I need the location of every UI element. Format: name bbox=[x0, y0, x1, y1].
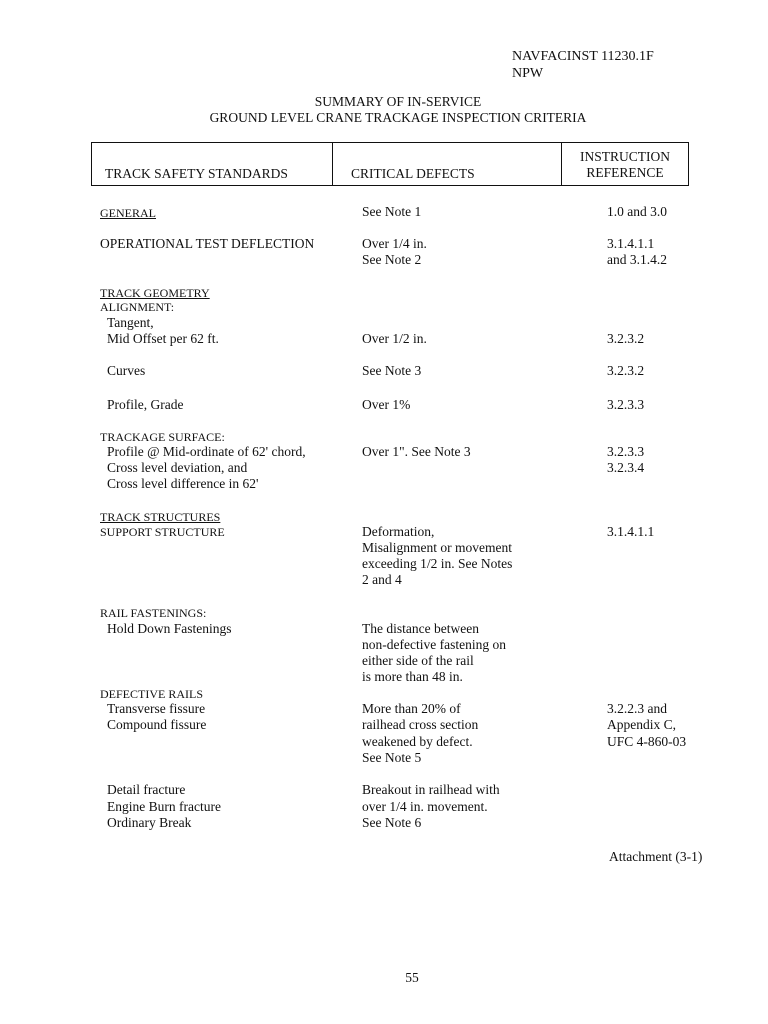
tangent-reference: 3.2.3.2 bbox=[607, 331, 645, 346]
compound-fissure-label: Compound fissure bbox=[107, 717, 207, 732]
tangent-label-2: Mid Offset per 62 ft. bbox=[107, 331, 219, 346]
column-header-standards: TRACK SAFETY STANDARDS bbox=[105, 166, 288, 181]
support-structure-label: SUPPORT STRUCTURE bbox=[100, 525, 225, 539]
operational-test-label: OPERATIONAL TEST DEFLECTION bbox=[100, 236, 315, 251]
general-label: GENERAL bbox=[100, 206, 156, 220]
rail-fastenings-defect-3: either side of the rail bbox=[362, 653, 474, 668]
profile-grade-defect: Over 1% bbox=[362, 397, 411, 412]
engine-burn-fracture-label: Engine Burn fracture bbox=[107, 799, 221, 814]
trackage-surface-label-2: Cross level deviation, and bbox=[107, 460, 248, 475]
curves-label: Curves bbox=[107, 363, 146, 378]
profile-grade-reference: 3.2.3.3 bbox=[607, 397, 645, 412]
transverse-fissure-label: Transverse fissure bbox=[107, 701, 206, 716]
defective-rails-heading: DEFECTIVE RAILS bbox=[100, 687, 203, 701]
tangent-label-1: Tangent, bbox=[107, 315, 154, 330]
general-reference: 1.0 and 3.0 bbox=[607, 204, 667, 219]
column-header-defects: CRITICAL DEFECTS bbox=[351, 166, 475, 181]
defective-rails-defect-2: railhead cross section bbox=[362, 717, 479, 732]
curves-reference: 3.2.3.2 bbox=[607, 363, 645, 378]
support-structure-defect-3: exceeding 1/2 in. See Notes bbox=[362, 556, 513, 571]
track-geometry-heading: TRACK GEOMETRY bbox=[100, 286, 210, 300]
defective-rails-defect-3: weakened by defect. bbox=[362, 734, 473, 749]
trackage-surface-label-3: Cross level difference in 62' bbox=[107, 476, 259, 491]
operational-test-reference-2: and 3.1.4.2 bbox=[607, 252, 667, 267]
rail-fastenings-defect-2: non-defective fastening on bbox=[362, 637, 506, 652]
defective-rails-reference-2: Appendix C, bbox=[607, 717, 676, 732]
support-structure-defect-1: Deformation, bbox=[362, 524, 435, 539]
trackage-surface-reference-1: 3.2.3.3 bbox=[607, 444, 645, 459]
attachment-label: Attachment (3-1) bbox=[609, 849, 703, 864]
alignment-subheading: ALIGNMENT: bbox=[100, 300, 175, 314]
trackage-surface-label-1: Profile @ Mid-ordinate of 62' chord, bbox=[107, 444, 306, 459]
rail-fastenings-defect-4: is more than 48 in. bbox=[362, 669, 463, 684]
defective-rails-reference-1: 3.2.2.3 and bbox=[607, 701, 667, 716]
trackage-surface-reference-2: 3.2.3.4 bbox=[607, 460, 645, 475]
title-line-2: GROUND LEVEL CRANE TRACKAGE INSPECTION CRITERIA bbox=[209, 110, 587, 125]
tangent-defect: Over 1/2 in. bbox=[362, 331, 427, 346]
page-number: 55 bbox=[405, 970, 419, 985]
fractures-defect-1: Breakout in railhead with bbox=[362, 782, 500, 797]
defective-rails-defect-4: See Note 5 bbox=[362, 750, 422, 765]
document-id: NAVFACINST 11230.1F bbox=[512, 49, 654, 64]
general-defect: See Note 1 bbox=[362, 204, 422, 219]
defective-rails-reference-3: UFC 4-860-03 bbox=[607, 734, 687, 749]
hold-down-fastenings-label: Hold Down Fastenings bbox=[107, 621, 232, 636]
operational-test-reference-1: 3.1.4.1.1 bbox=[607, 236, 655, 251]
track-structures-heading: TRACK STRUCTURES bbox=[100, 510, 221, 524]
support-structure-defect-2: Misalignment or movement bbox=[362, 540, 512, 555]
support-structure-reference: 3.1.4.1.1 bbox=[607, 524, 655, 539]
detail-fracture-label: Detail fracture bbox=[107, 782, 186, 797]
operational-test-defect-1: Over 1/4 in. bbox=[362, 236, 427, 251]
defective-rails-defect-1: More than 20% of bbox=[362, 701, 461, 716]
trackage-surface-defect: Over 1". See Note 3 bbox=[362, 444, 471, 459]
curves-defect: See Note 3 bbox=[362, 363, 422, 378]
title-line-1: SUMMARY OF IN-SERVICE bbox=[314, 94, 482, 109]
ordinary-break-label: Ordinary Break bbox=[107, 815, 192, 830]
column-divider bbox=[332, 143, 333, 185]
operational-test-defect-2: See Note 2 bbox=[362, 252, 422, 267]
column-header-reference-line2: REFERENCE bbox=[586, 165, 664, 180]
column-header-reference-line1: INSTRUCTION bbox=[580, 149, 670, 164]
support-structure-defect-4: 2 and 4 bbox=[362, 572, 402, 587]
rail-fastenings-defect-1: The distance between bbox=[362, 621, 479, 636]
trackage-surface-heading: TRACKAGE SURFACE: bbox=[100, 430, 225, 444]
profile-grade-label: Profile, Grade bbox=[107, 397, 184, 412]
fractures-defect-2: over 1/4 in. movement. bbox=[362, 799, 488, 814]
rail-fastenings-heading: RAIL FASTENINGS: bbox=[100, 606, 207, 620]
office-code: NPW bbox=[512, 66, 544, 81]
fractures-defect-3: See Note 6 bbox=[362, 815, 422, 830]
